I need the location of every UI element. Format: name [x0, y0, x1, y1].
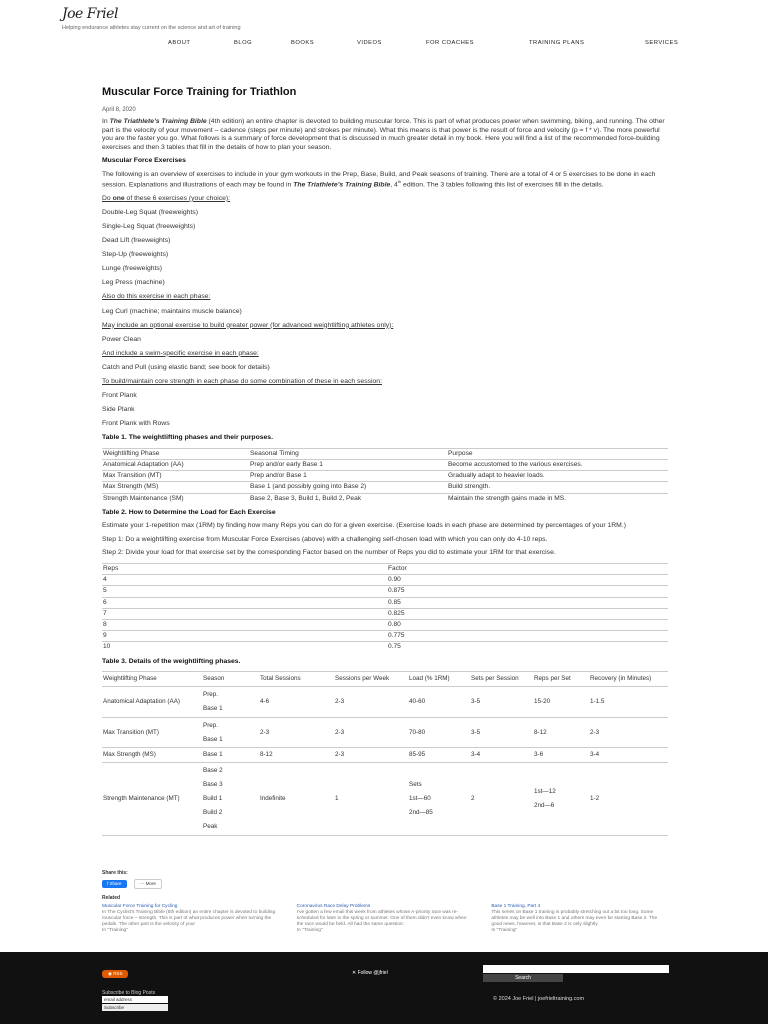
post-content — [102, 86, 668, 841]
table-row: 6 0.85 — [102, 597, 668, 608]
list-item: Dead Lift (freeweights) — [102, 237, 171, 245]
nav-training-plans[interactable]: TRAINING PLANS — [529, 40, 585, 46]
table-row: Anatomical Adaptation (AA) Prep and/or early Base 1 Become accustomed to the various exercises. — [102, 459, 668, 470]
list-item: Side Plank — [102, 406, 135, 414]
copyright: © 2024 Joe Friel | joefrieltraining.com — [493, 996, 585, 1002]
site-footer — [0, 952, 768, 1024]
table-row: 4 0.90 — [102, 575, 668, 586]
share-icon: ⋯ — [139, 881, 146, 887]
site-logo[interactable]: Joe Friel — [62, 6, 118, 22]
table-row: Strength Maintenance (MT) Base 2 Base 3 Build 1 Build 2 Peak Indefinite 1 Sets 1st—60 2nd—85 2 1st—12 2nd—6 1-2 — [102, 763, 668, 835]
list-item: Leg Press (machine) — [102, 279, 165, 287]
nav-about[interactable]: ABOUT — [168, 40, 191, 46]
list-item: Double-Leg Squat (freeweights) — [102, 208, 198, 216]
table3-title: Table 3. Details of the weightlifting phases. — [102, 657, 241, 665]
list-item: Front Plank — [102, 392, 137, 399]
site-tagline: Helping endurance athletes stay current on the science and art of training — [62, 24, 241, 31]
table1-title: Table 1. The weightlifting phases and their purposes. — [102, 434, 273, 442]
table-row: 8 0.80 — [102, 620, 668, 631]
main-nav — [0, 40, 768, 50]
table-row: Max Strength (MS) Base 1 8-12 2-3 85-95 3-4 3-6 3-4 — [102, 748, 668, 763]
table-row: Max Strength (MS) Base 1 (and possibly going into Base 2) Build strength. — [102, 482, 668, 493]
share-section — [102, 870, 168, 889]
reps-factor-table — [102, 563, 668, 653]
do-one-heading: Do one of these 6 exercises (your choice): — [102, 194, 231, 202]
share-label: Share this: — [102, 870, 128, 876]
email-field[interactable]: email address — [102, 996, 168, 1003]
swim-heading: And include a swim-specific exercise in each phase: — [102, 349, 259, 357]
list-item: Step-Up (freeweights) — [102, 251, 169, 259]
post-title: Muscular Force Training for Triathlon — [102, 86, 297, 98]
search-button[interactable]: Search — [483, 974, 563, 982]
table2-title: Table 2. How to Determine the Load for Each Exercise — [102, 508, 276, 516]
list-item: Single-Leg Squat (freeweights) — [102, 223, 196, 231]
follow-link[interactable]: ✕ Follow @jfriel — [352, 970, 388, 976]
subscribe-label: Subscribe to Blog Posts — [102, 990, 156, 996]
optional-heading: May include an optional exercise to build greater power (for advanced weightlifting athletes only): — [102, 321, 394, 329]
also-heading: Also do this exercise in each phase: — [102, 293, 211, 301]
list-item: Front Plank with Rows — [102, 420, 170, 428]
core-heading: To build/maintain core strength in each phase do some combination of these in each session: — [102, 377, 382, 385]
related-item[interactable]: Muscular Force Training for Cycling In The Cyclist’s Training Bible (5th edition) an entire chapter is devoted to building muscular force – strength. This is part of what produces power when turning the pedals. The other part is the velocity of your In "Training" — [102, 904, 276, 934]
phase-details-table — [102, 671, 668, 835]
table-row: 10 0.75 — [102, 642, 668, 653]
nav-services[interactable]: SERVICES — [645, 40, 679, 46]
related-item[interactable]: Coronavirus Race Delay Problems I’ve gotten a few email this week from athletes whose A-priority race was re-scheduled for later in the spring or summer. One of them didn’t even know when the race would be held. All had the same question: In "Training" — [296, 904, 467, 934]
table-row: 9 0.775 — [102, 631, 668, 642]
intro-paragraph: In The Triathlete’s Training Bible (4th edition) an entire chapter is devoted to building muscular force. This is part of what produces power when swimming, biking, and running. The other part is the velocity of your movement – cadence (steps per minute) and strokes per minute). What this means is that power is the result of force and velocity (p = f * v). The more powerful you are the faster you go. What follows is a summary of force development that is discussed in much greater detail in my book. Here you will find a list of the recommended force-building exercises and then 3 tables that fill in the details of how to plan your season. — [102, 118, 665, 151]
related-item[interactable]: Base 1 Training, Part 4 This series on Base 1 training is probably stretching out a bit too long. Some athletes may be well into Base 1 and others may even be starting Base 2. The good news, however, is that Base 2 is only slightly In "Training" — [491, 904, 658, 934]
table-row: 5 0.875 — [102, 586, 668, 597]
table-header-row: Weightlifting Phase Seasonal Timing Purpose — [102, 448, 668, 459]
list-item: Power Clean — [102, 335, 141, 343]
table-row: Strength Maintenance (SM) Base 2, Base 3, Build 1, Build 2, Peak Maintain the strength gains made in MS. — [102, 493, 668, 504]
table-header-row: Weightlifting Phase Season Total Sessions Sessions per Week Load (% 1RM) Sets per Session Reps per Set Recovery (in Minutes) — [102, 672, 668, 687]
table-row: Max Transition (MT) Prep. Base 1 2-3 2-3 70-80 3-5 8-12 2-3 — [102, 717, 668, 748]
site-header — [62, 6, 241, 31]
post-date: April 8, 2020 — [102, 106, 136, 113]
more-share-button[interactable]: ⋯ More — [134, 879, 162, 889]
table-header-row: Reps Factor — [102, 563, 668, 574]
related-label: Related — [102, 895, 121, 901]
facebook-icon: f — [107, 881, 110, 887]
table-row: Anatomical Adaptation (AA) Prep. Base 1 4-6 2-3 40-60 3-5 15-20 1-1.5 — [102, 687, 668, 718]
x-icon: ✕ — [352, 970, 358, 976]
table2-step2: Step 2: Divide your load for that exercise set by the corresponding Factor based on the number of Reps you did to estimate your 1RM for that exercise. — [102, 549, 556, 557]
facebook-share-button[interactable]: f Share — [102, 880, 127, 888]
list-item: Leg Curl (machine; maintains muscle balance) — [102, 307, 242, 315]
table2-step1: Step 1: Do a weightlifting exercise from Muscular Force Exercises (above) with a challenging self-chosen load with which you can only do 4-10 reps. — [102, 535, 548, 543]
exercises-heading: Muscular Force Exercises — [102, 157, 186, 165]
table2-intro: Estimate your 1-repetition max (1RM) by finding how many Reps you can do for a given exercise. (Exercise loads in each phase are determined by percentages of your 1RM.) — [102, 522, 626, 530]
search-input[interactable] — [483, 965, 669, 973]
rss-icon: ◉ — [108, 971, 114, 976]
nav-for-coaches[interactable]: FOR COACHES — [426, 40, 475, 46]
table-row: Max Transition (MT) Prep and/or Base 1 Gradually adapt to heavier loads. — [102, 471, 668, 482]
nav-videos[interactable]: VIDEOS — [357, 40, 382, 46]
rss-button[interactable]: ◉ RSS — [102, 970, 128, 978]
list-item: Catch and Pull (using elastic band; see book for details) — [102, 363, 270, 371]
nav-books[interactable]: BOOKS — [291, 40, 315, 46]
nav-blog[interactable]: BLOG — [234, 40, 253, 46]
list-item: Lunge (freeweights) — [102, 265, 163, 273]
exercises-paragraph: The following is an overview of exercises to include in your gym workouts in the Prep, Base, Build, and Peak seasons of training. There are a total of 4 or 5 exercises to be done in each session. Explanations and illustrations of each may be found in The Triathlete’s Training Bible, 4th edition. The 3 tables following this list of exercises fill in the details. — [102, 170, 656, 189]
table-row: 7 0.825 — [102, 608, 668, 619]
phases-table — [102, 448, 668, 504]
related-posts — [102, 895, 668, 934]
subscribe-button[interactable]: Subscribe — [102, 1004, 168, 1011]
